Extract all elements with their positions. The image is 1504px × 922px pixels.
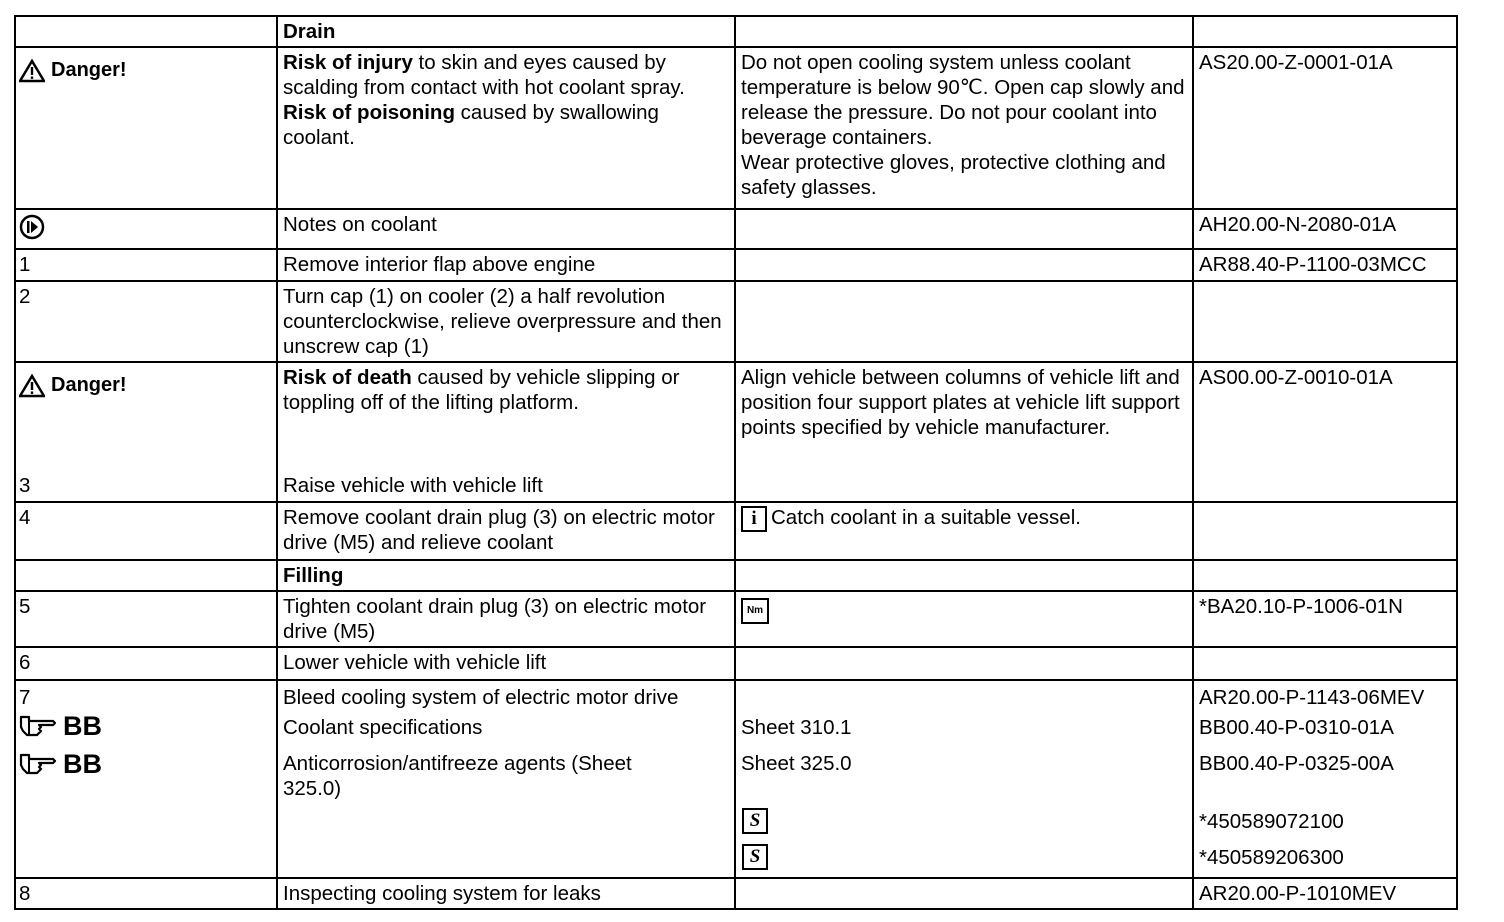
bb-reference — [19, 749, 102, 779]
section-title-filling: Filling — [277, 560, 735, 591]
risk-text: caused by vehicle slipping or toppling off of the lifting platform. — [283, 366, 680, 414]
spec-text: Coolant specifications — [283, 716, 483, 739]
step-text: Lower vehicle with vehicle lift — [277, 647, 735, 680]
section-title-drain: Drain — [277, 16, 735, 47]
reference-cell: BB00.40-P-0310-01A — [1199, 716, 1394, 739]
danger-label: Danger! — [51, 374, 127, 396]
bb-reference — [19, 711, 102, 741]
procedure-sheet — [14, 15, 1456, 906]
step-number: 6 — [15, 647, 277, 680]
measure-text: Wear protective gloves, protective clothing and safety glasses. — [741, 151, 1166, 199]
step-row-4 — [15, 502, 1457, 560]
torque-nm-icon: Nm — [741, 598, 769, 624]
sheet-ref: Sheet 325.0 — [741, 752, 852, 775]
reference-cell: AR20.00-P-1143-06MEV — [1199, 686, 1425, 709]
step-row-1 — [15, 249, 1457, 281]
warning-triangle-icon — [19, 59, 45, 83]
risk-description — [277, 362, 735, 502]
risk-title: Risk of injury — [283, 51, 413, 74]
step-number: 1 — [15, 249, 277, 281]
warning-triangle-icon — [19, 374, 45, 398]
reference-cell: AS00.00-Z-0010-01A — [1193, 362, 1457, 502]
step-row-2 — [15, 281, 1457, 362]
special-tool-icon: S — [742, 808, 768, 834]
note-cell — [735, 502, 1193, 560]
risk-title: Risk of death — [283, 366, 412, 389]
special-tool-icon: S — [742, 844, 768, 870]
notes-row — [15, 209, 1457, 249]
info-square-icon: i — [741, 506, 767, 532]
step-text: Remove coolant drain plug (3) on electric motor drive (M5) and relieve coolant — [277, 502, 735, 560]
risk-title: Risk of poisoning — [283, 101, 455, 124]
step-text: Raise vehicle with vehicle lift — [283, 474, 543, 497]
step-number: 4 — [15, 502, 277, 560]
tool-number: *450589072100 — [1199, 810, 1344, 833]
danger-label: Danger! — [51, 59, 127, 81]
tool-number: *450589206300 — [1199, 846, 1344, 869]
sheet-ref: Sheet 310.1 — [741, 716, 852, 739]
step-text: Bleed cooling system of electric motor drive — [283, 686, 679, 709]
reference-cell: AR88.40-P-1100-03MCC — [1193, 249, 1457, 281]
bb-label: BB — [63, 711, 102, 741]
step-number: 2 — [15, 281, 277, 362]
step-number: 7 — [19, 686, 31, 709]
notes-text: Notes on coolant — [277, 209, 735, 249]
reference-cell: *BA20.10-P-1006-01N — [1193, 591, 1457, 647]
danger-badge — [19, 58, 271, 83]
section-row-drain — [15, 16, 1457, 47]
bb-label: BB — [63, 749, 102, 779]
risk-text: to skin and eyes caused by scalding from contact with hot coolant spray. — [283, 51, 685, 99]
note-text: Catch coolant in a suitable vessel. — [771, 506, 1081, 529]
safety-measure: Align vehicle between columns of vehicle lift and position four support plates at vehicle lift support points specified by vehicle manufacturer. — [735, 362, 1193, 502]
step-text: Turn cap (1) on cooler (2) a half revolution counterclockwise, relieve overpressure and then unscrew cap (1) — [277, 281, 735, 362]
reference-cell: AH20.00-N-2080-01A — [1193, 209, 1457, 249]
step-number: 3 — [19, 474, 31, 497]
step-text: Tighten coolant drain plug (3) on electric motor drive (M5) — [277, 591, 735, 647]
step-text: Remove interior flap above engine — [277, 249, 735, 281]
danger-row-1 — [15, 47, 1457, 209]
step-row-6 — [15, 647, 1457, 680]
measure-text: Do not open cooling system unless coolant temperature is below 90℃. Open cap slowly and release the pressure. Do not pour coolant into beverage containers. — [741, 51, 1185, 149]
spec-text: Anticorrosion/antifreeze agents (Sheet 325.0) — [283, 752, 632, 800]
danger-row-2 — [15, 362, 1457, 502]
reference-cell: AS20.00-Z-0001-01A — [1193, 47, 1457, 209]
pointing-hand-icon — [19, 713, 59, 739]
section-row-filling — [15, 560, 1457, 591]
notes-circle-icon — [19, 214, 45, 240]
step-row-7 — [15, 680, 1457, 878]
step-number: 8 — [15, 878, 277, 909]
step-row-5 — [15, 591, 1457, 647]
step-row-8 — [15, 878, 1457, 909]
step-text: Inspecting cooling system for leaks — [277, 878, 735, 909]
step-number: 5 — [15, 591, 277, 647]
reference-cell: BB00.40-P-0325-00A — [1199, 752, 1394, 775]
procedure-table — [14, 15, 1458, 910]
reference-cell: AR20.00-P-1010MEV — [1193, 878, 1457, 909]
risk-description — [277, 47, 735, 209]
risk-text: caused by swallowing coolant. — [283, 101, 659, 149]
danger-badge — [19, 373, 271, 398]
pointing-hand-icon — [19, 751, 59, 777]
safety-measure — [735, 47, 1193, 209]
